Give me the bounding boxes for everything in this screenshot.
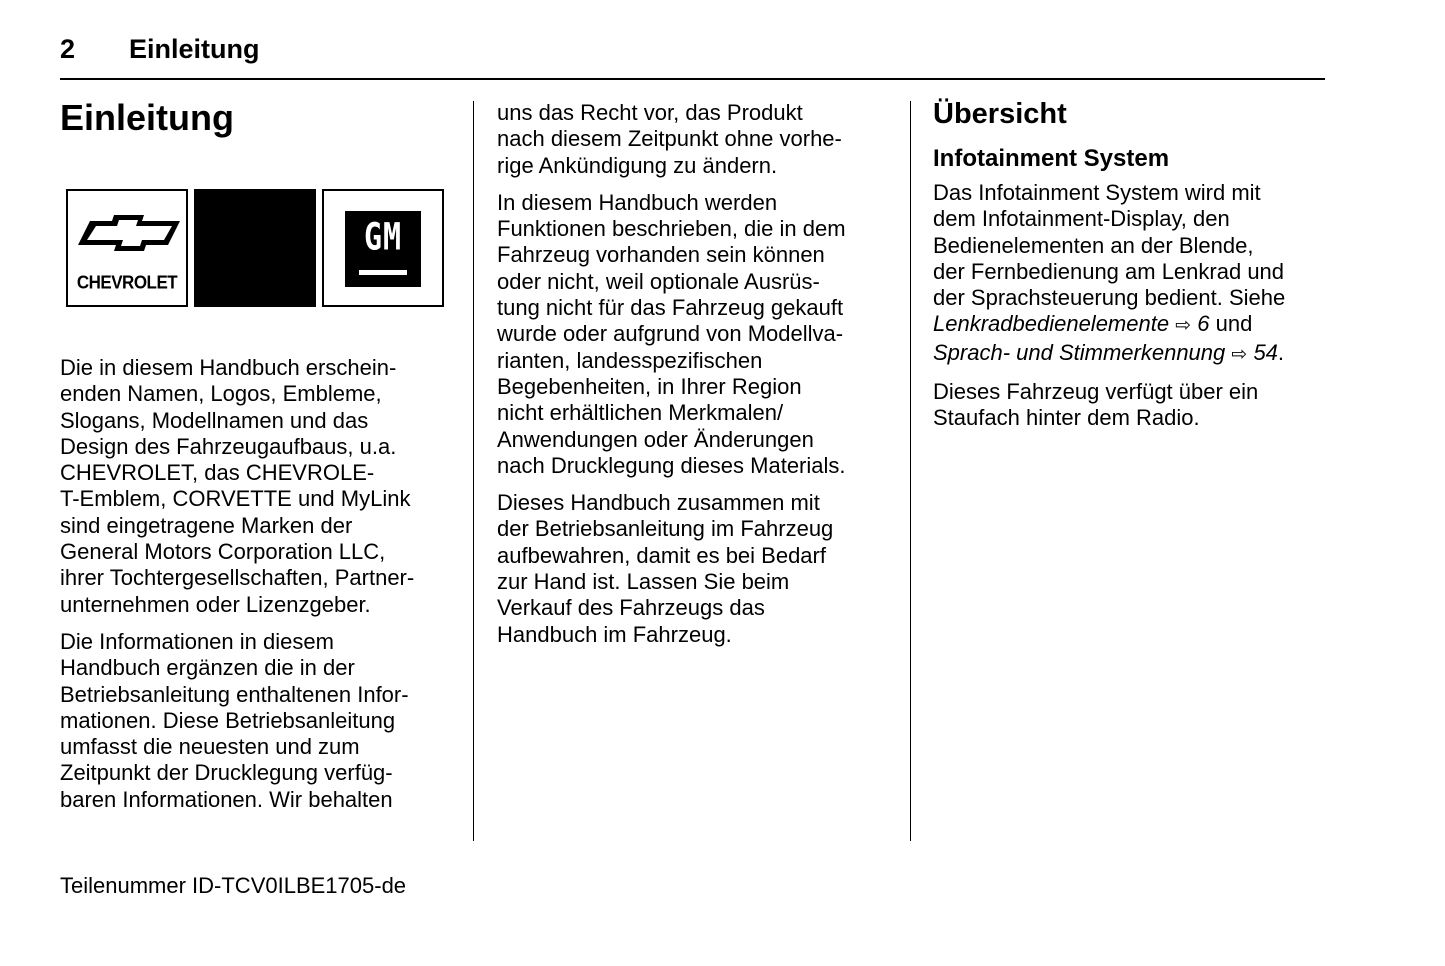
continued-paragraph: uns das Recht vor, das Produkt nach diesem Zeitpunkt ohne vorhe- rige Ankündigung zu ändern.	[497, 100, 842, 178]
page-reference-arrow-icon: ⇨	[1175, 315, 1192, 337]
features-paragraph: In diesem Handbuch werden Funktionen beschrieben, die in dem Fahrzeug vorhanden sein können oder nicht, weil optionale Ausrüs- tung nicht für das Fahrzeug gekauft wurde oder aufgrund von Modellva- rianten, landesspezifischen Begebenheiten, in Ihrer Region nicht erhältlichen Merkmalen/ Anwendungen oder Änderungen nach Drucklegung dieses Materials.	[497, 189, 846, 478]
chevrolet-logo	[66, 189, 188, 307]
gm-logo-square	[345, 211, 421, 287]
section-title: Übersicht	[933, 98, 1067, 130]
column-divider	[473, 101, 474, 841]
infotainment-paragraph: Das Infotainment System wird mit dem Infotainment-Display, den Bedienelementen an der Blende, der Fernbedienung am Lenkrad und der Sprachsteuerung bedient. Siehe Lenkradbedienelemente ⇨ 6 und Sprach- und Stimmerkennung ⇨ 54.	[933, 180, 1333, 368]
black-logo-panel	[194, 189, 316, 307]
trademark-paragraph: Die in diesem Handbuch erschein- enden Namen, Logos, Embleme, Slogans, Modellnamen und das Design des Fahrzeugaufbaus, u.a. CHEVROLET, das CHEVROLE- T-Emblem, CORVETTE und MyLink sind eingetragene Marken der General Motors Corporation LLC, ihrer Tochtergesellschaften, Partner- unternehmen oder Lizenzgeber.	[60, 355, 415, 617]
information-paragraph: Die Informationen in diesem Handbuch ergänzen die in der Betriebsanleitung enthaltenen Infor- mationen. Diese Betriebsanleitung umfasst die neuesten und zum Zeitpunkt der Drucklegung verfüg- baren Informationen. Wir behalten	[60, 628, 409, 812]
chapter-title: Einleitung	[60, 97, 234, 138]
subsection-title: Infotainment System	[933, 145, 1170, 172]
chevrolet-wordmark: CHEVROLET	[76, 272, 178, 293]
column-3	[933, 96, 1333, 443]
page-header	[60, 34, 1325, 80]
storage-paragraph: Dieses Handbuch zusammen mit der Betriebsanleitung im Fahrzeug aufbewahren, damit es bei Bedarf zur Hand ist. Lassen Sie beim Verkauf des Fahrzeugs das Handbuch im Fahrzeug.	[497, 490, 834, 647]
column-2	[497, 100, 897, 659]
page-number: 2	[60, 34, 76, 64]
storage-compartment-paragraph: Dieses Fahrzeug verfügt über ein Staufach hinter dem Radio.	[933, 379, 1259, 431]
column-1	[60, 96, 460, 824]
page-reference-arrow-icon: ⇨	[1231, 343, 1248, 365]
cross-reference-link[interactable]: Lenkradbedienelemente ⇨ 6 und	[933, 311, 1253, 337]
cross-reference-link[interactable]: Sprach- und Stimmerkennung ⇨ 54.	[933, 339, 1285, 365]
part-number-footer: Teilenummer ID-TCV0ILBE1705-de	[60, 873, 407, 898]
column-divider	[910, 101, 911, 841]
gm-underline	[359, 270, 407, 275]
running-section-title: Einleitung	[129, 34, 260, 64]
chevrolet-bowtie-icon	[76, 213, 182, 253]
brand-logos	[66, 189, 446, 309]
gm-logo	[322, 189, 444, 307]
gm-wordmark: GM	[363, 215, 403, 260]
